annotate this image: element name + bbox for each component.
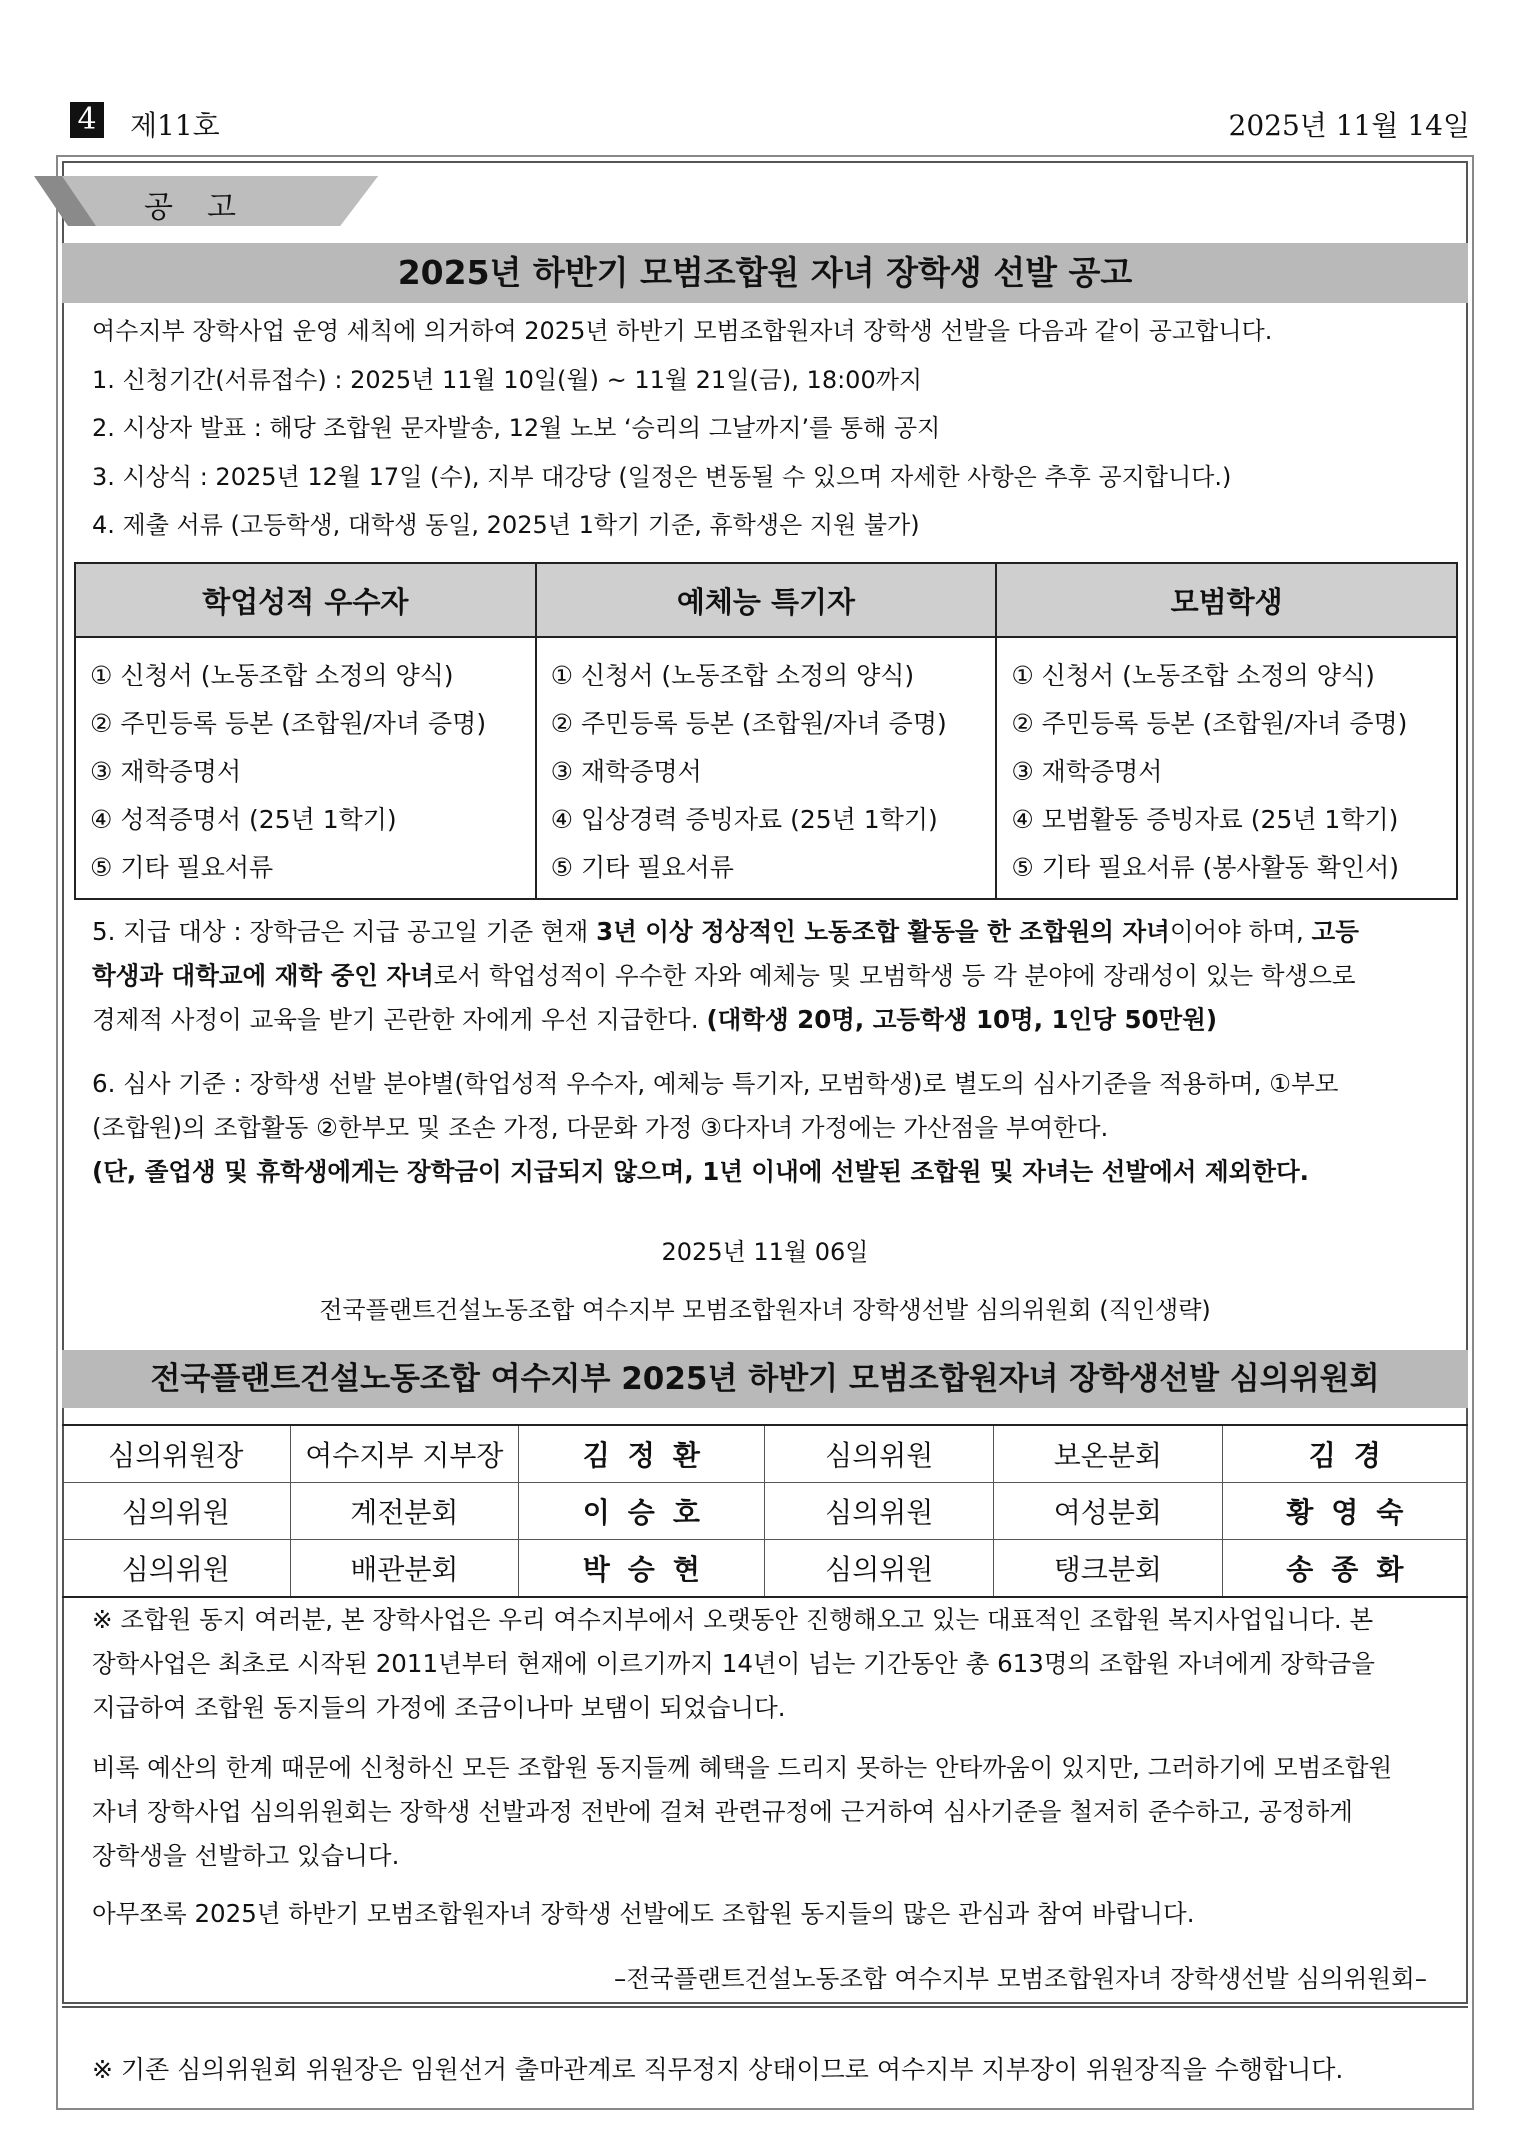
list-item: ③ 재학증명서 [1011, 757, 1163, 786]
member-role: 심의위원 [765, 1483, 994, 1540]
documents-table [74, 562, 1458, 900]
member-role: 심의위원 [765, 1540, 994, 1598]
table-row [62, 1483, 1468, 1540]
closing-paragraph-2 [92, 1746, 1392, 1878]
notice-item-4: 4. 제출 서류 (고등학생, 대학생 동일, 2025년 1학기 기준, 휴학생은 지원 불가) [92, 511, 920, 539]
documents-table-row [75, 637, 1457, 899]
final-note: ※ 기존 심의위원회 위원장은 임원선거 출마관계로 직무정지 상태이므로 여수지부 지부장이 위원장직을 수행합니다. [92, 2055, 1344, 2084]
section-tab-label: 공고 [144, 190, 270, 225]
member-role: 심의위원장 [62, 1425, 290, 1483]
item-5-bold: 3년 이상 정상적인 노동조합 활동을 한 조합원의 자녀 [596, 917, 1170, 946]
notice-item-2: 2. 시상자 발표 : 해당 조합원 문자발송, 12월 노보 ‘승리의 그날까지’를 통해 공지 [92, 414, 941, 442]
closing-paragraph-1 [92, 1598, 1375, 1730]
notice-item-5 [92, 910, 1452, 1042]
closing-line: 자녀 장학사업 심의위원회는 장학생 선발과정 전반에 걸쳐 관련규정에 근거하여 심사기준을 철저히 준수하고, 공정하게 [92, 1797, 1353, 1826]
table-row [62, 1425, 1468, 1483]
member-name: 송종화 [1222, 1540, 1468, 1598]
member-name: 김정환 [519, 1425, 765, 1483]
member-name: 이승호 [519, 1483, 765, 1540]
list-item: ③ 재학증명서 [90, 757, 242, 786]
list-item: ② 주민등록 등본 (조합원/자녀 증명) [90, 709, 487, 738]
list-item: ① 신청서 (노동조합 소정의 양식) [550, 661, 915, 690]
member-name: 박승현 [519, 1540, 765, 1598]
member-role: 심의위원 [62, 1540, 290, 1598]
documents-table-header [75, 563, 1457, 637]
closing-line: 장학생을 선발하고 있습니다. [92, 1841, 400, 1870]
member-name: 김경 [1222, 1425, 1468, 1483]
publication-date: 2025년 11월 14일 [1228, 109, 1470, 142]
notice-title: 2025년 하반기 모범조합원 자녀 장학생 선발 공고 [62, 243, 1468, 303]
item-5-line-3 [92, 998, 1452, 1042]
item-6-line-2: (조합원)의 조합활동 ②한부모 및 조손 가정, 다문화 가정 ③다자녀 가정에는 가산점을 부여한다. [92, 1113, 1109, 1142]
list-item: ④ 성적증명서 (25년 1학기) [90, 805, 397, 834]
item-5-line-1 [92, 910, 1452, 954]
item-5-line-2 [92, 954, 1452, 998]
member-role: 심의위원 [765, 1425, 994, 1483]
member-unit: 여성분회 [994, 1483, 1223, 1540]
list-item: ④ 입상경력 증빙자료 (25년 1학기) [550, 805, 938, 834]
column-header: 학업성적 우수자 [75, 563, 536, 637]
list-item: ④ 모범활동 증빙자료 (25년 1학기) [1011, 805, 1399, 834]
notice-item-6 [92, 1062, 1452, 1194]
page-number: 4 [70, 102, 104, 138]
item-6-line-1: 6. 심사 기준 : 장학생 선발 분야별(학업성적 우수자, 예체능 특기자, 모범학생)로 별도의 심사기준을 적용하며, ①부모 [92, 1069, 1339, 1098]
column-header: 예체능 특기자 [536, 563, 997, 637]
committee-members-table [62, 1424, 1468, 1598]
list-item: ② 주민등록 등본 (조합원/자녀 증명) [1011, 709, 1408, 738]
item-5-text: 이어야 하며, [1169, 917, 1312, 946]
member-unit: 계전분회 [290, 1483, 519, 1540]
member-unit: 보온분회 [994, 1425, 1223, 1483]
list-item: ⑤ 기타 필요서류 [550, 853, 734, 882]
item-5-text: 로서 학업성적이 우수한 자와 예체능 및 모범학생 등 각 분야에 장래성이 있는 학생으로 [433, 961, 1356, 990]
page-header [70, 100, 1470, 140]
documents-column-1 [75, 637, 536, 899]
closing-line: 지급하여 조합원 동지들의 가정에 조금이나마 보탬이 되었습니다. [92, 1693, 786, 1722]
item-5-bold: (대학생 20명, 고등학생 10명, 1인당 50만원) [706, 1005, 1218, 1034]
notice-item-3: 3. 시상식 : 2025년 12월 17일 (수), 지부 대강당 (일정은 변동될 수 있으며 자세한 사항은 추후 공지합니다.) [92, 463, 1232, 491]
issue-date: 2025년 11월 06일 [661, 1238, 869, 1266]
notice-intro: 여수지부 장학사업 운영 세칙에 의거하여 2025년 하반기 모범조합원자녀 장학생 선발을 다음과 같이 공고합니다. [92, 317, 1273, 345]
list-item: ① 신청서 (노동조합 소정의 양식) [1011, 661, 1375, 690]
list-item: ⑤ 기타 필요서류 [90, 853, 274, 882]
issuer: 전국플랜트건설노동조합 여수지부 모범조합원자녀 장학생선발 심의위원회 (직인생략) [319, 1296, 1211, 1324]
list-item: ⑤ 기타 필요서류 (봉사활동 확인서) [1011, 853, 1399, 882]
item-6-line-3: (단, 졸업생 및 휴학생에게는 장학금이 지급되지 않으며, 1년 이내에 선발된 조합원 및 자녀는 선발에서 제외한다. [92, 1157, 1309, 1186]
closing-signature: –전국플랜트건설노동조합 여수지부 모범조합원자녀 장학생선발 심의위원회– [614, 1964, 1427, 1993]
closing-paragraph-3: 아무쪼록 2025년 하반기 모범조합원자녀 장학생 선발에도 조합원 동지들의 많은 관심과 참여 바랍니다. [92, 1899, 1195, 1928]
list-item: ③ 재학증명서 [550, 757, 702, 786]
member-name: 황영숙 [1222, 1483, 1468, 1540]
member-role: 심의위원 [62, 1483, 290, 1540]
documents-column-2 [536, 637, 997, 899]
column-header: 모범학생 [996, 563, 1457, 637]
divider [62, 2006, 1468, 2008]
item-5-text: 5. 지급 대상 : 장학금은 지급 공고일 기준 현재 [92, 917, 597, 946]
list-item: ① 신청서 (노동조합 소정의 양식) [90, 661, 454, 690]
item-5-text: 경제적 사정이 교육을 받기 곤란한 자에게 우선 지급한다. [92, 1005, 707, 1034]
closing-line: 비록 예산의 한계 때문에 신청하신 모든 조합원 동지들께 혜택을 드리지 못하는 안타까움이 있지만, 그러하기에 모범조합원 [92, 1753, 1393, 1782]
closing-line: 장학사업은 최초로 시작된 2011년부터 현재에 이르기까지 14년이 넘는 기간동안 총 613명의 조합원 자녀에게 장학금을 [92, 1649, 1375, 1678]
closing-line: ※ 조합원 동지 여러분, 본 장학사업은 우리 여수지부에서 오랫동안 진행해오고 있는 대표적인 조합원 복지사업입니다. 본 [92, 1605, 1374, 1634]
table-row [62, 1540, 1468, 1598]
member-unit: 탱크분회 [994, 1540, 1223, 1598]
member-unit: 배관분회 [290, 1540, 519, 1598]
item-5-bold: 학생과 대학교에 재학 중인 자녀 [92, 961, 434, 990]
notice-item-1: 1. 신청기간(서류접수) : 2025년 11월 10일(월) ~ 11월 21일(금), 18:00까지 [92, 366, 923, 394]
member-unit: 여수지부 지부장 [290, 1425, 519, 1483]
committee-title: 전국플랜트건설노동조합 여수지부 2025년 하반기 모범조합원자녀 장학생선발 심의위원회 [62, 1350, 1468, 1408]
issue-number: 제11호 [130, 109, 220, 142]
item-5-bold: 고등 [1311, 917, 1359, 946]
list-item: ② 주민등록 등본 (조합원/자녀 증명) [550, 709, 947, 738]
section-tab [34, 176, 378, 226]
documents-column-3 [996, 637, 1457, 899]
